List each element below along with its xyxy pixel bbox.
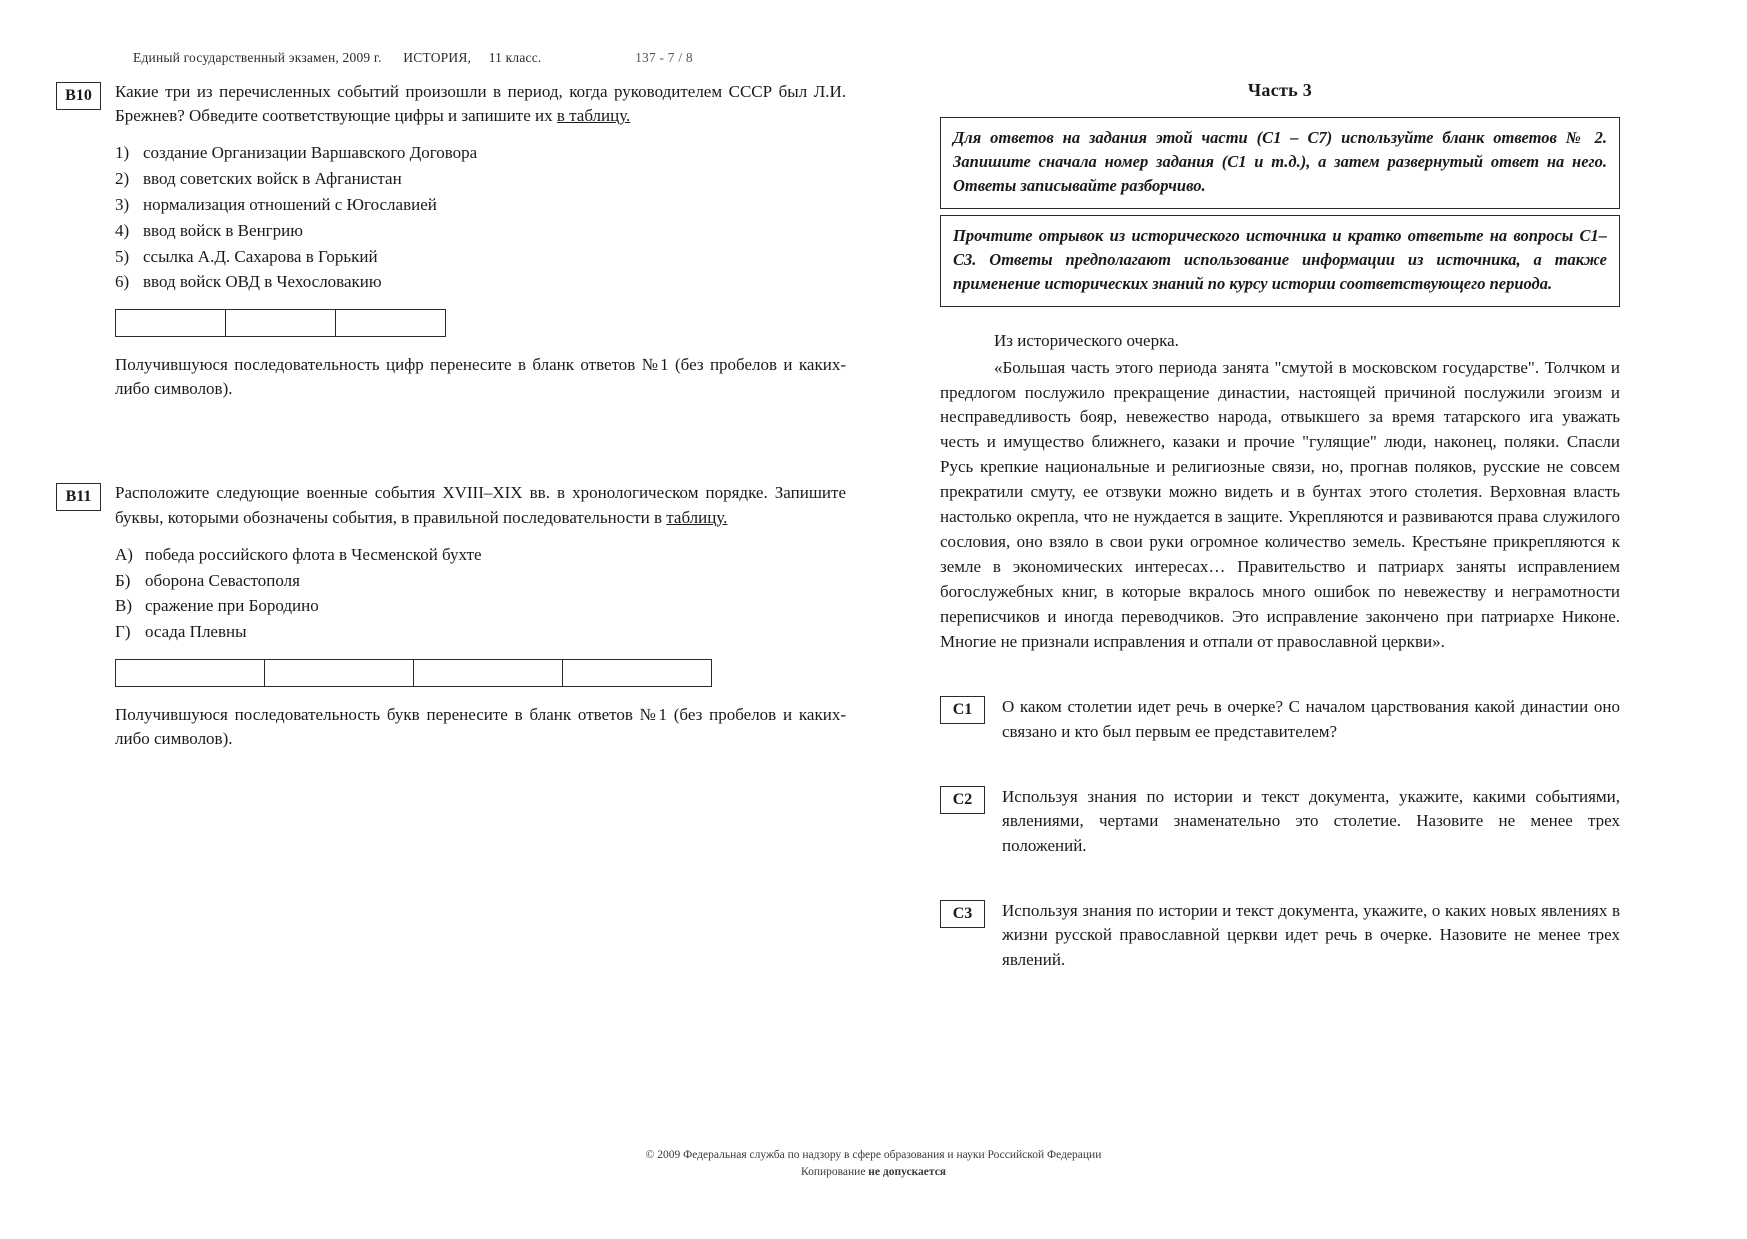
option-label: ввод войск в Венгрию bbox=[143, 220, 303, 240]
option-number: А) bbox=[115, 544, 133, 564]
answer-cell[interactable] bbox=[563, 660, 711, 686]
footer-copy-notice bbox=[0, 1164, 1747, 1181]
option-number: 2) bbox=[115, 169, 130, 189]
column-spacer bbox=[56, 407, 846, 481]
instruction-box-source: Прочтите отрывок из исторического источника и кратко ответьте на вопросы С1–С3. Ответы предполагают использование информации из источника, а также применение исторических знаний по курсу истории соответствующего периода. bbox=[940, 215, 1620, 307]
header-grade-label: 11 класс. bbox=[488, 50, 542, 65]
answer-cell[interactable] bbox=[414, 660, 563, 686]
instruction-box-answers: Для ответов на задания этой части (С1 – С7) используйте бланк ответов № 2. Запишите сначала номер задания (С1 и т.д.), а затем развернутый ответ на него. Ответы записывайте разборчиво. bbox=[940, 117, 1620, 209]
source-lead: Из исторического очерка. bbox=[994, 330, 1179, 350]
option-label: ссылка А.Д. Сахарова в Горький bbox=[143, 246, 378, 266]
task-b11 bbox=[56, 481, 846, 751]
source-excerpt bbox=[940, 329, 1620, 656]
list-item bbox=[115, 192, 846, 218]
left-column bbox=[56, 80, 846, 757]
answer-cell[interactable] bbox=[116, 310, 226, 336]
page-footer bbox=[0, 1147, 1747, 1182]
answer-cell[interactable] bbox=[226, 310, 336, 336]
part-title: Часть 3 bbox=[1247, 80, 1313, 100]
task-c1-text: О каком столетии идет речь в очерке? С началом царствования какой династии оно связано и кто был первым ее представителем? bbox=[1002, 697, 1620, 741]
list-item bbox=[115, 218, 846, 244]
option-label: ввод советских войск в Афганистан bbox=[143, 169, 402, 189]
page-header bbox=[133, 50, 1613, 66]
option-number: Б) bbox=[115, 570, 131, 590]
option-number: 5) bbox=[115, 246, 130, 266]
option-number: В) bbox=[115, 596, 132, 616]
footer-copyright: © 2009 Федеральная служба по надзору в сфере образования и науки Российской Федерации bbox=[645, 1148, 1102, 1161]
option-number: 6) bbox=[115, 272, 130, 292]
header-subject-label: ИСТОРИЯ, bbox=[403, 50, 472, 65]
task-b11-body bbox=[115, 481, 846, 751]
list-item bbox=[115, 593, 846, 619]
task-b10 bbox=[56, 80, 846, 401]
task-b11-note: Получившуюся последовательность букв перенесите в бланк ответов №1 (без пробелов и каких-либо символов). bbox=[115, 705, 846, 749]
task-b10-question bbox=[115, 80, 846, 128]
task-c1 bbox=[940, 695, 1620, 744]
source-body: «Большая часть этого периода занята "смутой в московском государстве". Толчком и предлогом послужило прекращение династии, настоящей причиной послужили эгоизм и несправедливость бояр, невежество народа, отвыкшего за время татарского ига уважать честь и имущество ближнего, казаки и прочие "гулящие" люди, наконец, поляки. Спасли Русь крепкие национальные и религиозные связи, но, прогнав поляков, русские не совсем прекратили смуту, ее отзвуки можно видеть и в бунтах этого столетия. Верховная власть настолько окрепла, что не нуждается в защите. Укрепляются и развиваются права служилого сословия, оно взяло в свои руки огромное количество земель. Крестьяне прикрепляются к земле в экономических интересах… Правительство и патриарх заняты исправлением богослужебных книг, в которые вкралось много ошибок по невежеству и неграмотности переписчиков и иногда переводчиков. Это исправление закончено при патриархе Никоне. Многие не признали исправления и отпали от православной церкви». bbox=[940, 357, 1620, 652]
task-b10-question-underlined: в таблицу. bbox=[556, 106, 631, 126]
list-item bbox=[115, 166, 846, 192]
task-code-b11: В11 bbox=[56, 483, 101, 511]
task-b11-question bbox=[115, 481, 846, 529]
task-b10-note: Получившуюся последовательность цифр перенесите в бланк ответов №1 (без пробелов и каких-либо символов). bbox=[115, 355, 846, 399]
option-number: Г) bbox=[115, 622, 131, 642]
option-label: ввод войск ОВД в Чехословакию bbox=[143, 272, 382, 292]
option-label: создание Организации Варшавского Договора bbox=[143, 143, 478, 163]
list-item bbox=[115, 619, 846, 645]
list-item bbox=[115, 269, 846, 295]
task-b11-question-underlined: таблицу. bbox=[666, 507, 728, 527]
option-label: оборона Севастополя bbox=[145, 570, 300, 590]
footer-copy-prefix: Копирование bbox=[800, 1165, 869, 1178]
task-code-c2: С2 bbox=[940, 786, 985, 814]
header-exam-label: Единый государственный экзамен, 2009 г. bbox=[133, 50, 382, 65]
task-c3-text: Используя знания по истории и текст документа, укажите, о каких новых явлениях в жизни русской православной церкви идет речь в очерке. Назовите не менее трех явлений. bbox=[1002, 900, 1620, 969]
option-number: 1) bbox=[115, 143, 130, 163]
task-b10-body bbox=[115, 80, 846, 401]
footer-copy-emphasis: не допускается bbox=[868, 1165, 947, 1178]
task-c3 bbox=[940, 899, 1620, 973]
option-label: нормализация отношений с Югославией bbox=[143, 194, 437, 214]
task-code-c3: С3 bbox=[940, 900, 985, 928]
task-b11-options bbox=[115, 542, 846, 645]
option-label: победа российского флота в Чесменской бухте bbox=[145, 544, 482, 564]
option-label: сражение при Бородино bbox=[145, 596, 319, 616]
answer-grid-b11[interactable] bbox=[115, 659, 712, 687]
header-page-number: 137 - 7 / 8 bbox=[635, 50, 693, 65]
list-item bbox=[115, 140, 846, 166]
task-b11-question-text: Расположите следующие военные события XVIII–XIX вв. в хронологическом порядке. Запишите буквы, которыми обозначены события, в правильной последовательности в bbox=[115, 483, 846, 527]
option-number: 4) bbox=[115, 220, 130, 240]
option-label: осада Плевны bbox=[145, 622, 247, 642]
task-b10-options bbox=[115, 140, 846, 295]
list-item bbox=[115, 542, 846, 568]
answer-cell[interactable] bbox=[265, 660, 414, 686]
task-b10-question-text: Какие три из перечисленных событий произошли в период, когда руководителем СССР был Л.И. Брежнев? Обведите соответствующие цифры и запишите их bbox=[115, 82, 846, 126]
answer-cell[interactable] bbox=[116, 660, 265, 686]
task-c2-text: Используя знания по истории и текст документа, укажите, какими событиями, явлениями, чертами знаменательно это столетие. Назовите не менее трех положений. bbox=[1002, 786, 1620, 855]
answer-cell[interactable] bbox=[336, 310, 445, 336]
task-c2 bbox=[940, 785, 1620, 859]
right-column bbox=[940, 80, 1620, 972]
task-code-c1: С1 bbox=[940, 696, 985, 724]
option-number: 3) bbox=[115, 194, 130, 214]
answer-grid-b10[interactable] bbox=[115, 309, 446, 337]
list-item bbox=[115, 568, 846, 594]
task-code-b10: В10 bbox=[56, 82, 101, 110]
list-item bbox=[115, 244, 846, 270]
